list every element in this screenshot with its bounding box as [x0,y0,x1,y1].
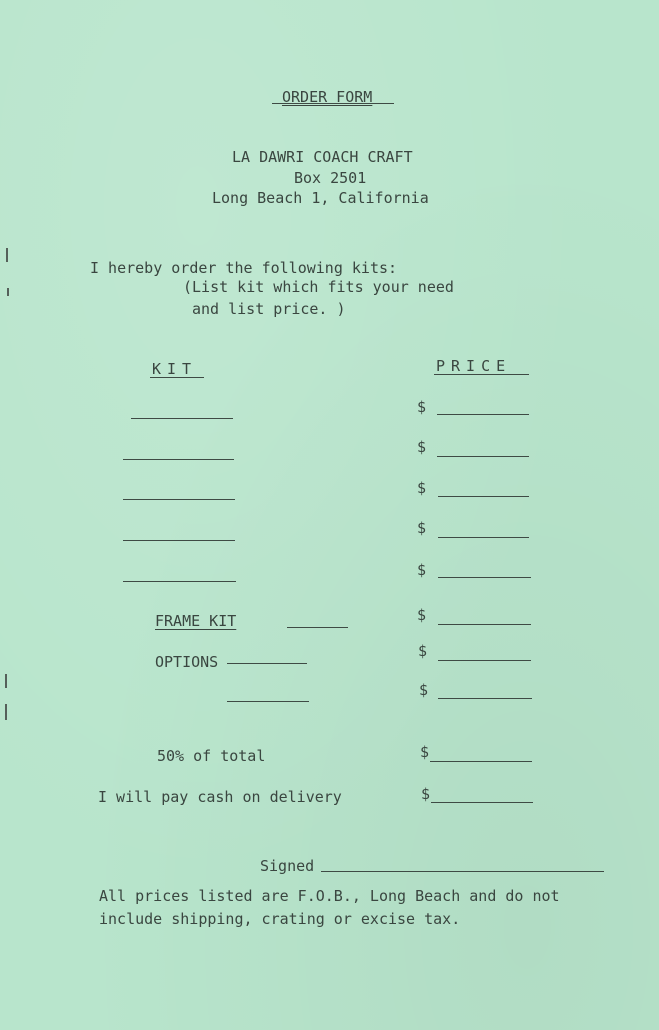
price-line-options-1[interactable] [438,660,531,661]
price-header-rule [434,374,529,375]
kit-line-2[interactable] [123,459,234,460]
company-box: Box 2501 [294,169,367,187]
footer-line-2: include shipping, crating or excise tax. [99,910,461,928]
dollar-sign: $ [417,438,427,456]
dollar-sign: $ [421,785,431,803]
options-label: OPTIONS [155,653,219,671]
kit-line-5[interactable] [123,581,236,582]
signed-label: Signed [260,857,315,875]
kit-column-header: KIT [152,360,198,378]
intro-line-2: (List kit which fits your need [183,278,454,296]
company-city: Long Beach 1, California [212,189,429,207]
cash-on-delivery-label: I will pay cash on delivery [98,788,342,806]
company-name: LA DAWRI COACH CRAFT [232,148,413,166]
frame-kit-line[interactable] [287,627,348,628]
dollar-sign: $ [419,681,429,699]
dollar-sign: $ [417,519,427,537]
dollar-sign: $ [417,606,427,624]
price-line-1[interactable] [437,414,529,415]
price-line-4[interactable] [438,537,529,538]
intro-line-3: and list price. ) [192,300,346,318]
binding-mark [5,674,7,688]
kit-header-rule [150,377,204,378]
footer-line-1: All prices listed are F.O.B., Long Beach and do not [99,887,560,905]
price-line-fifty-percent[interactable] [430,761,532,762]
price-line-5[interactable] [438,577,531,578]
title-rule [272,103,394,104]
kit-line-1[interactable] [131,418,233,419]
price-line-cash[interactable] [431,802,533,803]
dollar-sign: $ [417,479,427,497]
signature-line[interactable] [321,871,604,872]
dollar-sign: $ [417,561,427,579]
price-line-frame-kit[interactable] [438,624,531,625]
kit-line-4[interactable] [123,540,235,541]
frame-kit-label: FRAME KIT [155,612,237,630]
dollar-sign: $ [418,642,428,660]
fifty-percent-label: 50% of total [157,747,266,765]
price-line-options-2[interactable] [438,698,532,699]
binding-mark [6,248,8,262]
dollar-sign: $ [420,743,430,761]
price-line-2[interactable] [437,456,529,457]
binding-mark [5,704,7,720]
price-column-header: PRICE [436,357,512,375]
options-line-2[interactable] [227,701,309,702]
intro-line-1: I hereby order the following kits: [90,259,398,277]
form-title: ORDER FORM [282,88,373,106]
options-line-1[interactable] [227,663,307,664]
dollar-sign: $ [417,398,427,416]
kit-line-3[interactable] [123,499,235,500]
binding-mark [7,288,9,296]
price-line-3[interactable] [438,496,529,497]
